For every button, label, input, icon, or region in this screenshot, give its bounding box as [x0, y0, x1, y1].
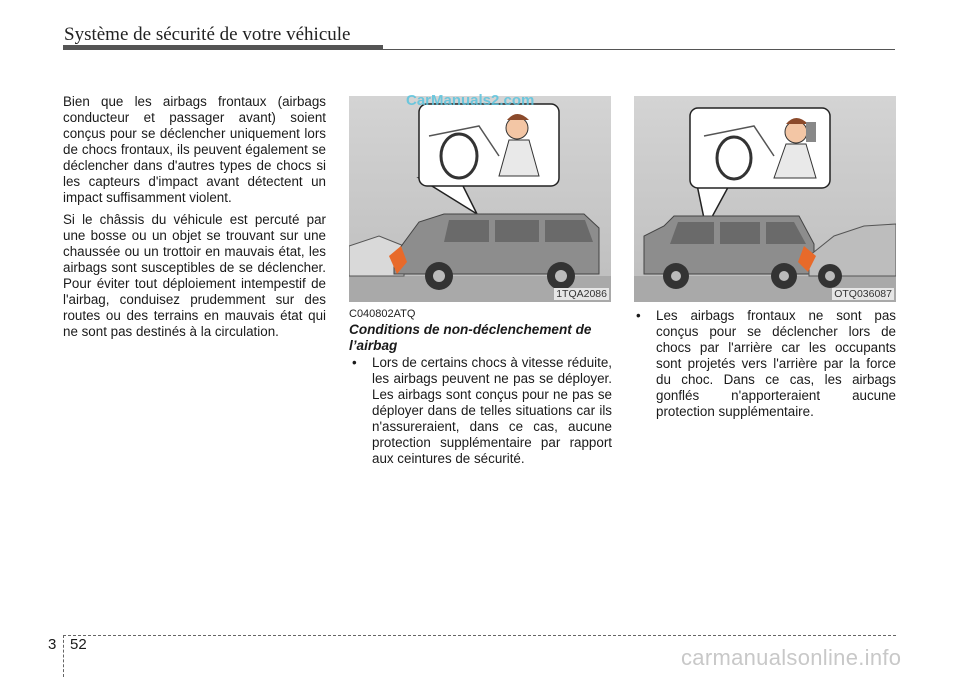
footer-separator [63, 635, 64, 677]
figure-code-2: OTQ036087 [834, 288, 892, 300]
bullet-marker: • [352, 355, 357, 370]
footer-rule [63, 635, 896, 636]
left-column-text [63, 94, 326, 346]
section-heading: Conditions de non-déclenchement de l’airbag [349, 322, 592, 353]
bullet-text: Les airbags frontaux ne sont pas conçus pour se déclencher lors de chocs par l'arrière car les occupants sont projetés vers l'arrière par la force du choc. Dans ce cas, les airbags gonflés n'apporteraient aucune protection supplémentaire. [656, 308, 896, 419]
watermark: CarManuals2.com [406, 92, 535, 109]
paragraph-frontal-airbags: Bien que les airbags frontaux (airbags conducteur et passager avant) soient conçus pour se déclencher uniquement lors de chocs frontaux, ils peuvent également se déclencher dans d'autres types de chocs si les capteurs d'impact avant détectent un impact suffisamment violent. [63, 94, 326, 205]
page-number: 52 [70, 636, 87, 653]
chapter-number: 3 [48, 636, 57, 653]
bullet-low-speed-impacts [352, 355, 612, 467]
rear-collision-drawing [634, 96, 896, 302]
page-header-title: Système de sécurité de votre véhicule [64, 24, 351, 45]
bullet-marker: • [636, 308, 641, 323]
front-collision-illustration [349, 96, 611, 302]
section-code: C040802ATQ [349, 308, 416, 320]
bullet-text: Lors de certains chocs à vitesse réduite, les airbags peuvent ne pas se déployer. Les airbags sont conçus pour ne pas se déployer dans de telles situations car ils n'assureraient, dans ce cas, aucune protection supplémentaire par rapport aux ceintures de sécurité. [372, 355, 612, 466]
header-rule-thin [63, 49, 895, 50]
figure-code-1: 1TQA2086 [556, 288, 607, 300]
bullet-rear-impacts [636, 308, 896, 420]
site-watermark: carmanualsonline.info [681, 645, 902, 670]
front-collision-drawing [349, 96, 611, 302]
rear-collision-illustration [634, 96, 896, 302]
paragraph-chassis-impact: Si le châssis du véhicule est percuté par une bosse ou un objet se trouvant sur une chaussée ou un trottoir en mauvais état, les airbags sont susceptibles de se déclencher. Pour éviter tout déploiement intempestif de l'airbag, conduisez prudemment sur des routes ou des terrains en mauvais état qui ne sont pas destinés à la circulation. [63, 212, 326, 339]
